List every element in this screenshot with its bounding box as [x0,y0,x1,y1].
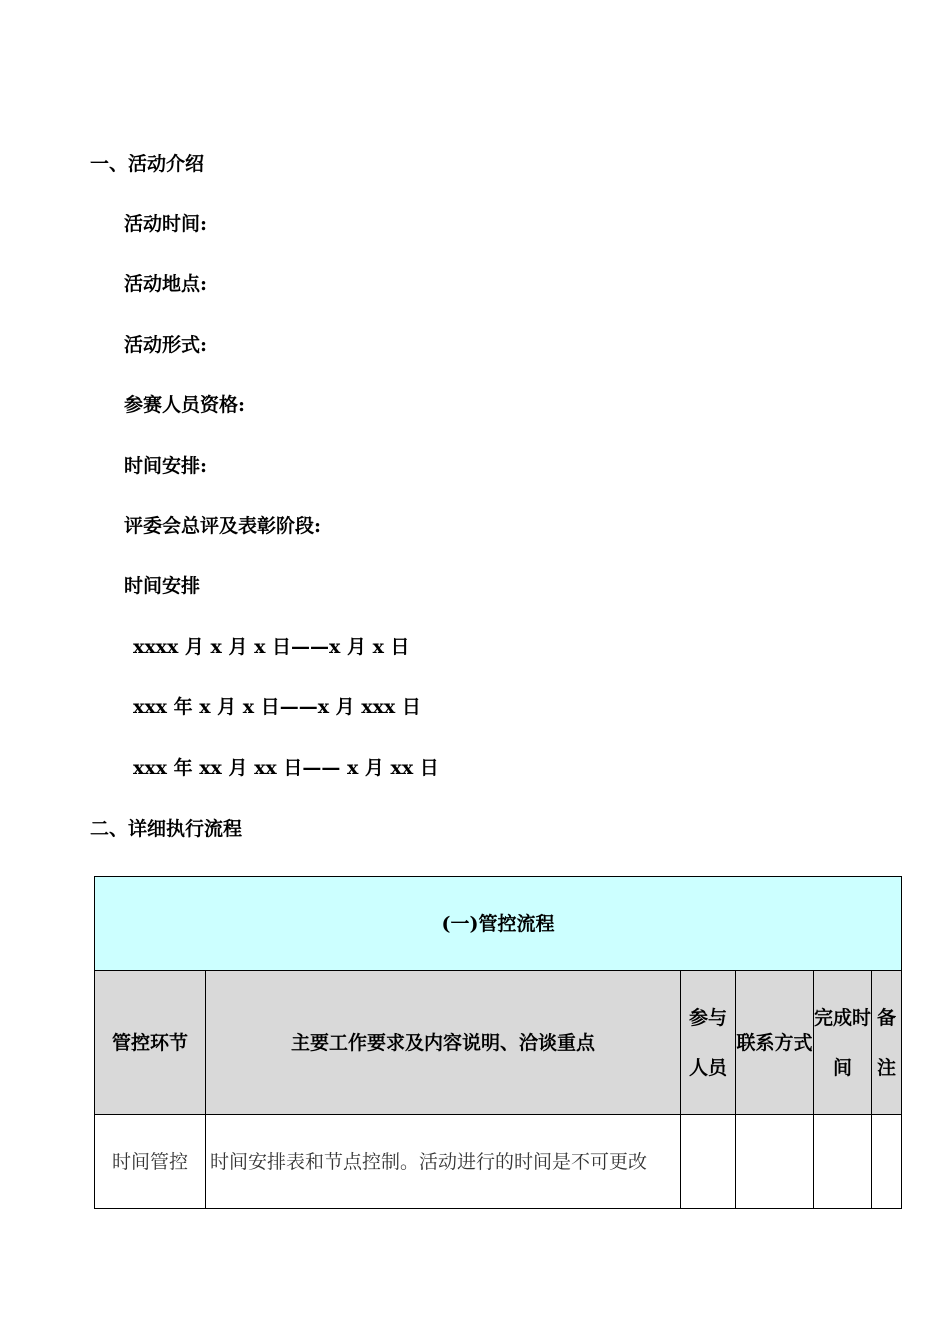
table-row [95,1115,902,1209]
date-range-2: xxx 年 x 月 x 日——x 月 xxx 日 [133,696,421,718]
header-remarks: 备注 [872,971,902,1115]
header-participants: 参与人员 [681,971,736,1115]
cell-participants [681,1115,736,1209]
activity-location-label: 活动地点: [124,273,208,295]
cell-completion [814,1115,872,1209]
schedule-label: 时间安排: [124,455,208,477]
cell-remarks [872,1115,902,1209]
activity-format-label: 活动形式: [124,334,208,356]
section-heading-intro: 一、活动介绍 [90,153,205,175]
cell-stage: 时间管控 [95,1115,206,1209]
activity-time-label: 活动时间: [124,213,208,235]
date-range-3: xxx 年 xx 月 xx 日—— x 月 xx 日 [133,757,439,779]
header-requirements: 主要工作要求及内容说明、洽谈重点 [206,971,681,1115]
table-title-row [95,877,902,971]
date-range-1: xxxx 月 x 月 x 日——x 月 x 日 [133,636,410,658]
control-process-table [94,876,902,1209]
header-contact: 联系方式 [736,971,814,1115]
table-header-row [95,971,902,1115]
judging-stage-label: 评委会总评及表彰阶段: [124,515,322,537]
section-heading-process: 二、详细执行流程 [90,818,243,840]
header-control-stage: 管控环节 [95,971,206,1115]
cell-description: 时间安排表和节点控制。活动进行的时间是不可更改 [206,1115,681,1209]
header-completion-time: 完成时间 [814,971,872,1115]
schedule-label-2: 时间安排 [124,575,201,597]
participant-qualification-label: 参赛人员资格: [124,394,246,416]
cell-contact [736,1115,814,1209]
table-title: (一)管控流程 [95,877,902,971]
